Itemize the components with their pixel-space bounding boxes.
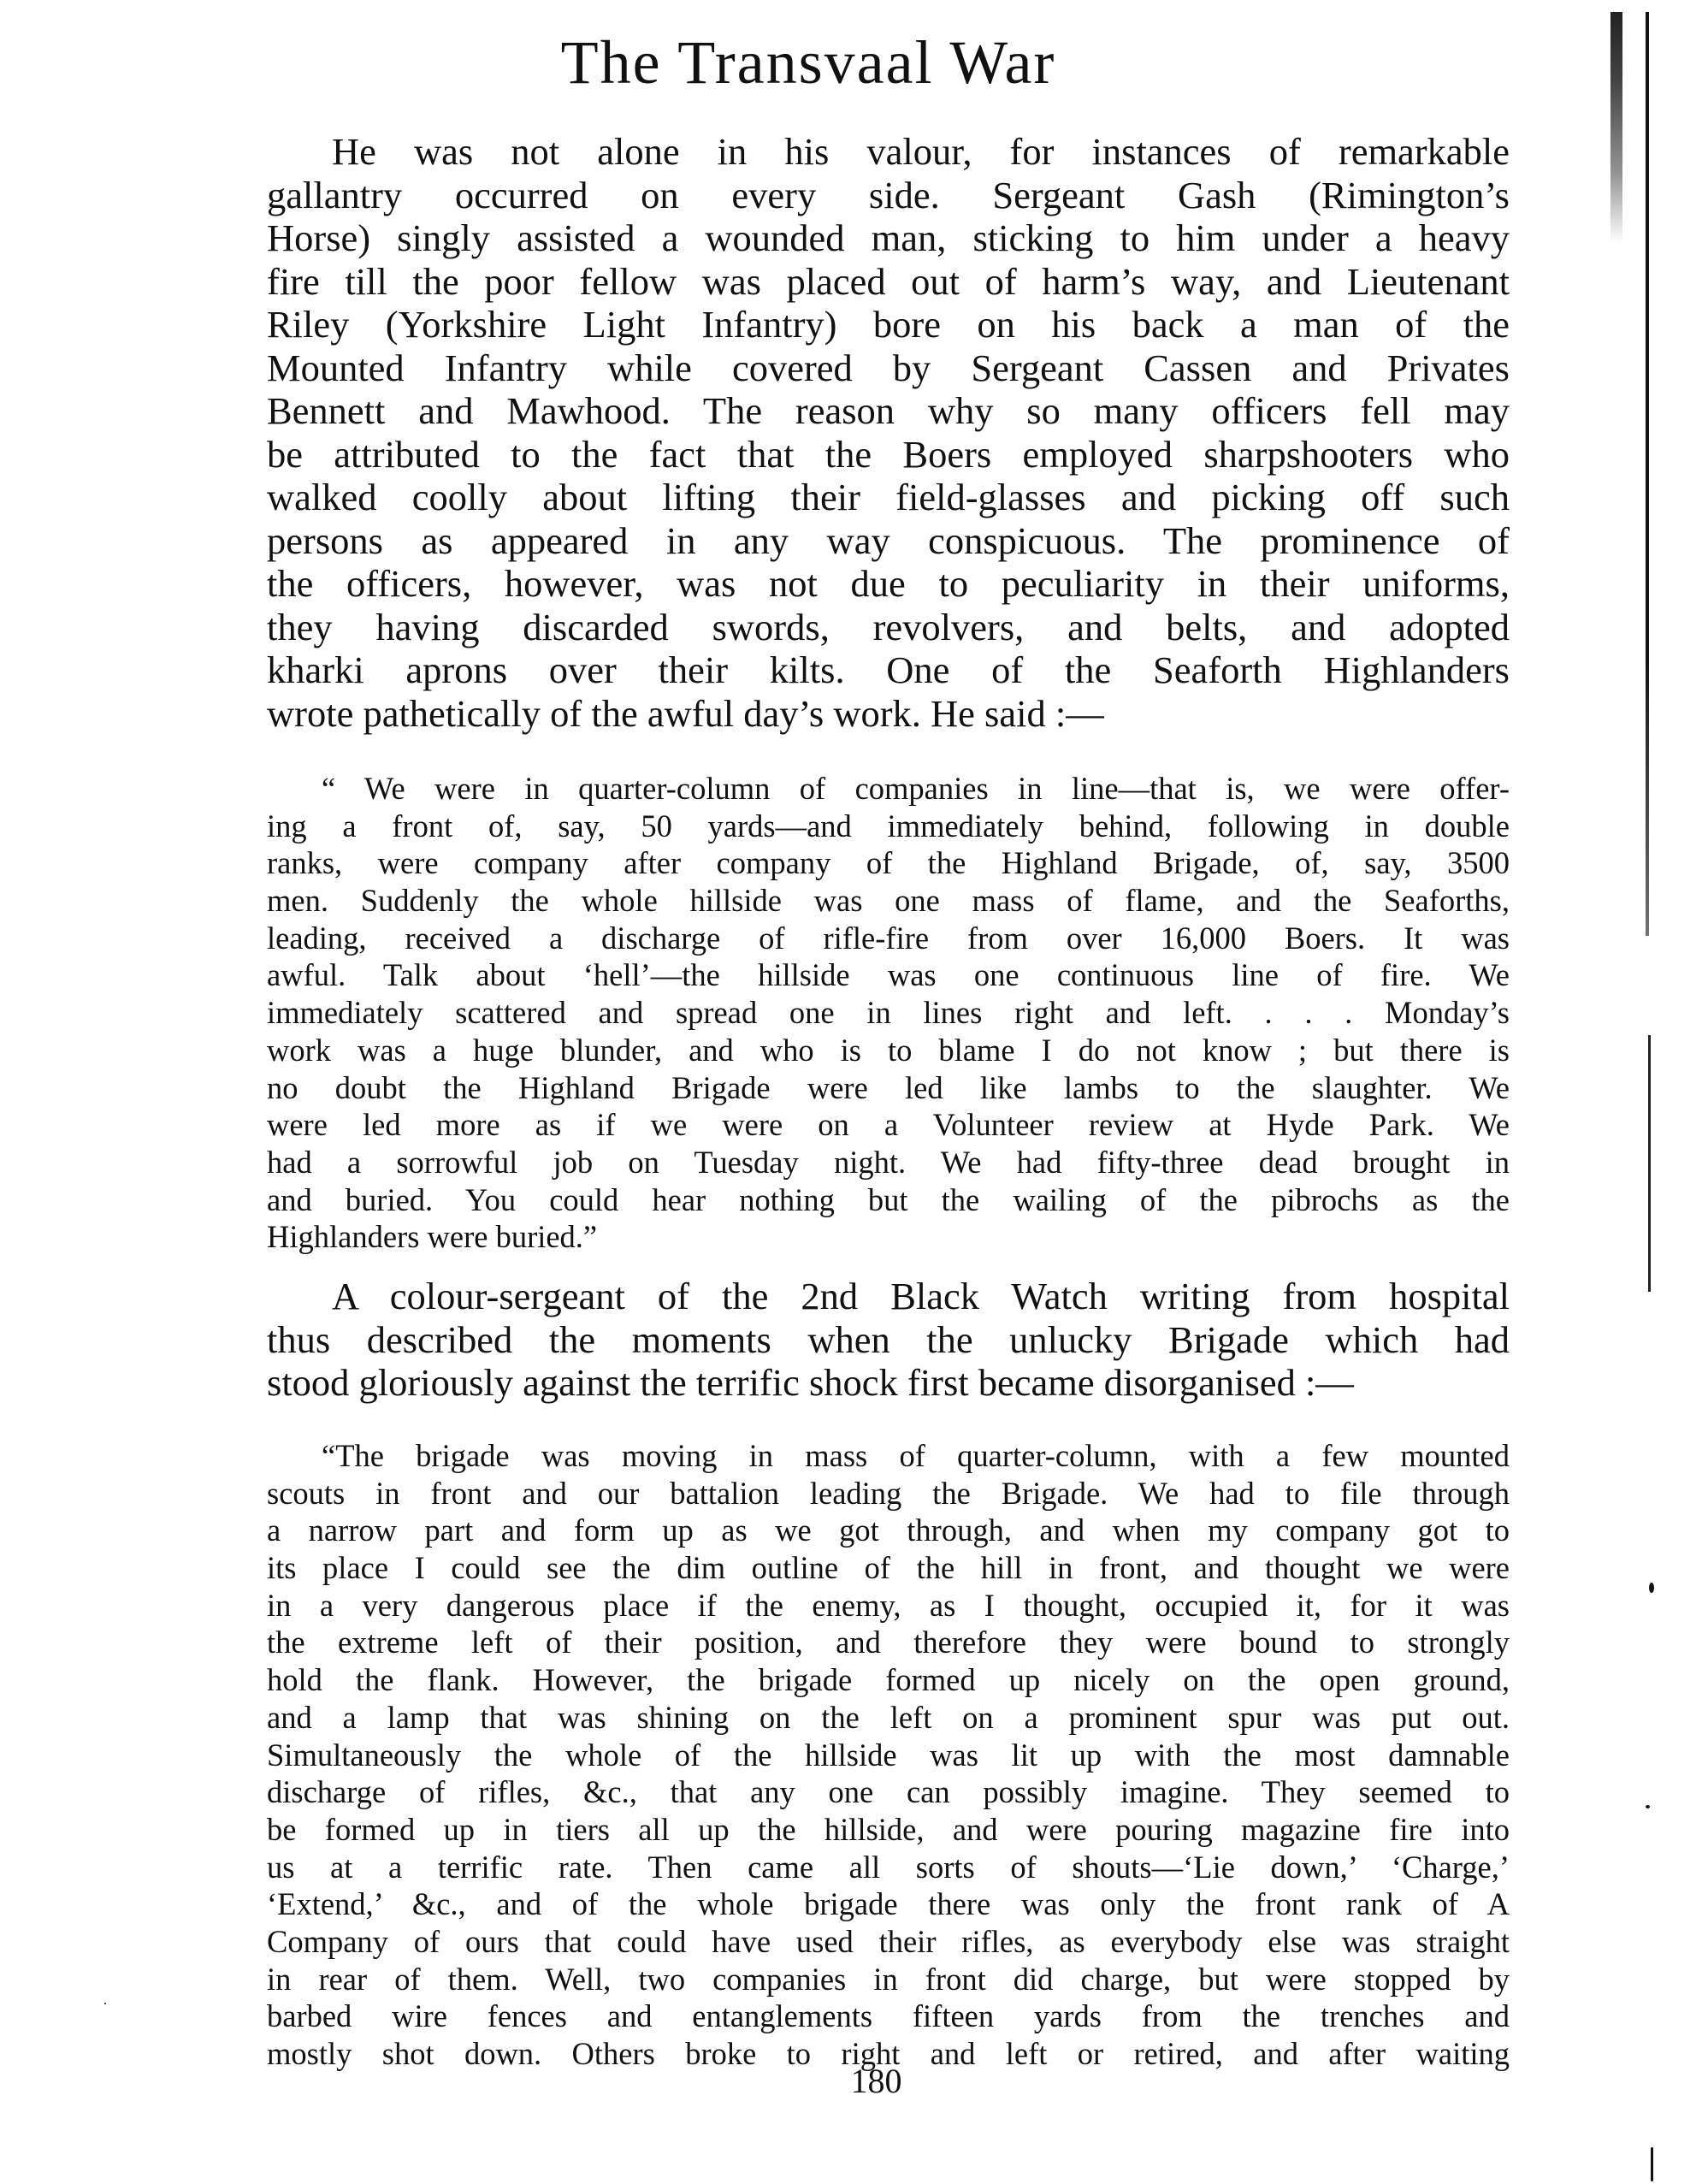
text-line: and a lamp that was shining on the left on a prominent spur was put out.	[267, 1699, 1510, 1735]
paragraph-colour-sergeant	[267, 1275, 1510, 1405]
text-line: Riley (Yorkshire Light Infantry) bore on his back a man of the	[267, 303, 1510, 346]
text-line: Bennett and Mawhood. The reason why so many officers fell may	[267, 389, 1510, 432]
text-line: and buried. You could hear nothing but the wailing of the pibrochs as the	[267, 1181, 1510, 1217]
text-line: immediately scattered and spread one in lines right and left. . . . Monday’s	[267, 995, 1510, 1031]
text-line: Highlanders were buried.”	[267, 1219, 598, 1255]
text-line: kharki aprons over their kilts. One of the Seaforth Highlanders	[267, 648, 1510, 691]
text-line: mostly shot down. Others broke to right and left or retired, and after waiting	[267, 2036, 1510, 2071]
text-line: us at a terrific rate. Then came all sorts of shouts—‘Lie down,’ ‘Charge,’	[267, 1849, 1510, 1885]
page-title: The Transvaal War	[560, 28, 1056, 97]
text-line: discharge of rifles, &c., that any one can possibly imagine. They seemed to	[267, 1774, 1510, 1810]
text-line: walked coolly about lifting their field-glasses and picking off such	[267, 476, 1510, 518]
text-line: persons as appeared in any way conspicuous. The prominence of	[267, 518, 1510, 562]
text-line: men. Suddenly the whole hillside was one mass of flame, and the Seaforths,	[267, 883, 1510, 919]
text-line: “The brigade was moving in mass of quarter-column, with a few mounted	[322, 1438, 1510, 1473]
scan-speck	[1646, 1805, 1650, 1808]
text-line: a narrow part and form up as we got through, and when my company got to	[267, 1512, 1510, 1548]
text-line: ranks, were company after company of the Highland Brigade, of, say, 3500	[267, 845, 1510, 881]
text-line: stood gloriously against the terrific shock first became disorganised :—	[267, 1361, 1354, 1404]
text-line: “ We were in quarter-column of companies in line—that is, we were offer-	[322, 771, 1510, 806]
text-line: barbed wire fences and entanglements fifteen yards from the trenches and	[267, 1998, 1510, 2034]
scan-speck	[1651, 2147, 1653, 2181]
text-line: the officers, however, was not due to peculiarity in their uniforms,	[267, 562, 1510, 605]
text-line: Mounted Infantry while covered by Sergeant Cassen and Privates	[267, 346, 1510, 389]
quote-black-watch	[267, 1437, 1510, 2073]
text-line: no doubt the Highland Brigade were led like lambs to the slaughter. We	[267, 1069, 1510, 1105]
page-number: 180	[850, 2062, 902, 2100]
text-line: work was a huge blunder, and who is to blame I do not know ; but there is	[267, 1032, 1510, 1068]
text-line: wrote pathetically of the awful day’s work. He said :—	[267, 691, 1104, 735]
text-line: be formed up in tiers all up the hillside, and were pouring magazine fire into	[267, 1811, 1510, 1847]
text-line: they having discarded swords, revolvers, and belts, and adopted	[267, 605, 1510, 648]
quote-seaforth-highlander	[267, 770, 1510, 1256]
text-line: the extreme left of their position, and therefore they were bound to strongly	[267, 1625, 1510, 1660]
scan-speck	[104, 2003, 106, 2004]
text-line: had a sorrowful job on Tuesday night. We had fifty-three dead brought in	[267, 1144, 1510, 1180]
text-line: be attributed to the fact that the Boers employed sharpshooters who	[267, 432, 1510, 476]
text-line: were led more as if we were on a Volunteer review at Hyde Park. We	[267, 1107, 1510, 1143]
text-line: Simultaneously the whole of the hillside was lit up with the most damnable	[267, 1737, 1510, 1773]
text-line: leading, received a discharge of rifle-fire from over 16,000 Boers. It was	[267, 920, 1510, 956]
text-line: ing a front of, say, 50 yards—and immediately behind, following in double	[267, 808, 1510, 843]
text-line: Company of ours that could have used their rifles, as everybody else was straight	[267, 1923, 1510, 1959]
text-line: A colour-sergeant of the 2nd Black Watch writing from hospital	[332, 1275, 1510, 1317]
text-line: scouts in front and our battalion leading the Brigade. We had to file through	[267, 1475, 1510, 1511]
text-line: ‘Extend,’ &c., and of the whole brigade there was only the front rank of A	[267, 1886, 1510, 1922]
text-line: fire till the poor fellow was placed out of harm’s way, and Lieutenant	[267, 259, 1510, 303]
text-line: awful. Talk about ‘hell’—the hillside was one continuous line of fire. We	[267, 957, 1510, 993]
binding-edge-shadow	[1610, 12, 1622, 243]
text-line: gallantry occurred on every side. Sergeant Gash (Rimington’s	[267, 173, 1510, 216]
text-line: He was not alone in his valour, for instances of remarkable	[332, 130, 1510, 173]
binding-edge-line	[1646, 12, 1649, 936]
text-line: in a very dangerous place if the enemy, as I thought, occupied it, for it was	[267, 1587, 1510, 1623]
text-line: in rear of them. Well, two companies in front did charge, but were stopped by	[267, 1961, 1510, 1997]
text-line: Horse) singly assisted a wounded man, sticking to him under a heavy	[267, 216, 1510, 259]
scan-speck	[1649, 1583, 1654, 1593]
text-line: its place I could see the dim outline of the hill in front, and thought we were	[267, 1550, 1510, 1586]
text-line: hold the flank. However, the brigade formed up nicely on the open ground,	[267, 1662, 1510, 1698]
text-line: thus described the moments when the unlucky Brigade which had	[267, 1317, 1510, 1361]
binding-edge-line-lower	[1648, 1035, 1651, 1292]
paragraph-valour	[267, 130, 1510, 735]
